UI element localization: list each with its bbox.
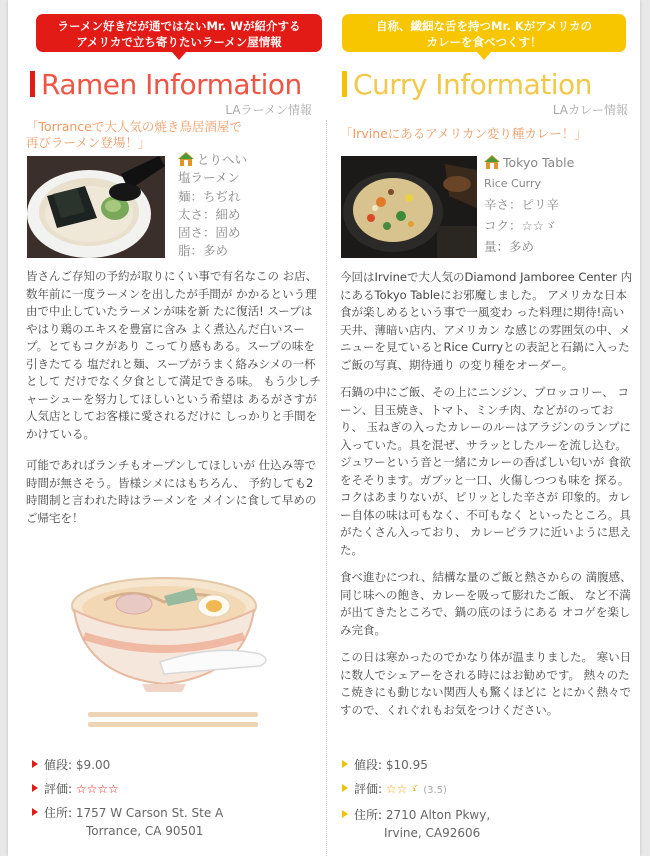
banner-pointer xyxy=(477,52,491,60)
ramen-info xyxy=(32,756,223,846)
ramen-paragraph-1: 皆さんご存知の予約が取りにくい事で有名なこの お店、数年前に一度ラーメンを出したが手間が かかるという理由で中止していたラーメンが味を新 たに復活! スープはやはり鶏のエキスを豊富に含み よく煮込んだ白いスープ。とてもコクがあり こってり感もある。スープの味を引きたてる 塩だれと麺、スープがうまく絡みシメの一杯として だけでなく夕食として満足できる味。 もう少しチャーシューを努力してほしいという希望は あるがさすが人気店としてお客様に愛されるだけに しっかりと手間をかけている。 xyxy=(26,269,321,441)
curry-subtitle: LAカレー情報 xyxy=(552,103,628,117)
ramen-address-line-2: Torrance, CA 90501 xyxy=(86,824,204,838)
ramen-catch-line-2: 再びラーメン登場！」 xyxy=(26,135,151,150)
curry-shop-name: Tokyo Table xyxy=(503,155,575,170)
ramen-catchphrase xyxy=(26,119,256,151)
curry-paragraph-4: この日は寒かったのでかなり体が温まりました。 寒い日に数人でシェアーをされる時にはお勧めです。 熱々のたこ焼きにも動じない関西人も驚くほどに とにかく熱々ですので、くれぐれもお気をつけください。 xyxy=(340,650,632,717)
curry-amount: 量：多め xyxy=(484,239,535,254)
curry-price-row xyxy=(342,756,490,774)
curry-banner-line-2: カレーを食べつくす！ xyxy=(426,35,542,49)
ramen-title-text: Ramen Information xyxy=(41,68,302,101)
curry-price: $10.95 xyxy=(385,758,428,772)
ramen-details xyxy=(178,151,247,261)
title-bar xyxy=(30,71,35,97)
price-label: 値段: xyxy=(354,758,383,772)
title-bar xyxy=(342,71,347,97)
curry-title-text: Curry Information xyxy=(353,68,592,101)
ramen-price: $9.00 xyxy=(75,758,111,772)
curry-banner xyxy=(342,14,626,52)
ramen-price-row xyxy=(32,756,223,774)
ramen-paragraph-2: 可能であればランチもオープンしてほしいが 仕込み等で時間が無さそう。皆様シメにはもちろん、 予約しても2時間制と言われた時はラーメンを メインに食して早めのご帰宅を！ xyxy=(26,458,317,525)
house-icon xyxy=(178,152,194,166)
rating-label: 評価: xyxy=(354,782,383,796)
curry-details xyxy=(484,152,574,257)
column-divider xyxy=(326,120,328,856)
ramen-shop-row xyxy=(178,151,247,169)
ramen-review-body xyxy=(26,268,322,537)
ramen-subtitle: LAラーメン情報 xyxy=(225,103,312,117)
ramen-thickness: 太さ：細め xyxy=(178,206,241,222)
curry-photo xyxy=(341,156,477,258)
curry-paragraph-1: 今回はIrvineで大人気のDiamond Jamboree Center 内にあるTokyo Tableにお邪魔しました。 アメリカな日本食が楽しめるという事で一風変わ った料理に期待!高い天井、薄暗い店内、アメリカン な感じの雰囲気の中、メニューを見ているとRice Curryとの表記と石鍋に入ったご飯の写真、期待通り の変り種をオーダー。 xyxy=(340,270,633,372)
curry-address-row xyxy=(342,806,490,842)
rating-label: 評価: xyxy=(44,782,73,796)
price-label: 値段: xyxy=(44,758,73,772)
arrow-icon xyxy=(342,810,348,818)
curry-banner-line-1: 自称、繊細な舌を持つMr. Kがアメリカの xyxy=(376,19,592,33)
curry-rating-row xyxy=(342,780,490,800)
arrow-icon xyxy=(342,784,348,792)
curry-address-line-1: 2710 Alton Pkwy, xyxy=(385,808,491,822)
ramen-banner-line-2: アメリカで立ち寄りたいラーメン屋情報 xyxy=(76,35,282,49)
curry-catchphrase xyxy=(340,126,600,142)
ramen-rating-row xyxy=(32,780,223,798)
curry-catch-line-1: 「Irvineにあるアメリカン変り種カレー！」 xyxy=(340,126,587,141)
article-page xyxy=(8,0,640,856)
arrow-icon xyxy=(32,760,38,768)
curry-rating-score: (3.5) xyxy=(423,785,447,796)
ramen-firmness: 固さ：固め xyxy=(178,225,241,241)
ramen-type: 塩ラーメン xyxy=(178,170,240,186)
curry-info xyxy=(342,756,490,848)
ramen-address-row xyxy=(32,804,223,840)
curry-paragraph-2: 石鍋の中にご飯、その上にニンジン、ブロッコリー、 コーン、目玉焼き、トマト、ミンチ肉、などがのっており、 玉ねぎの入ったカレーのルーはアラジンのランプに 入っていた。具を混ぜ、サラッとしたルーを流し込む。 ジュワーという音と一緒にカレーの香ばしい匂いが 食欲をそそります。ガブッと一口、火傷しつつも味を 探る。コクはあまりないが、ピリッとした辛さが 印象的。カレー自体の味は可もなく、不可もなく といったところ。具がたくさん入っており、 カレーピラフに近いように思えた。 xyxy=(340,385,632,557)
arrow-icon xyxy=(342,760,348,768)
arrow-icon xyxy=(32,784,38,792)
curry-review-body xyxy=(340,269,634,729)
ramen-noodle: 麺：ちぢれ xyxy=(178,188,241,204)
curry-paragraph-3: 食べ進むにつれ、結構な量のご飯と熱さからの 満腹感、同じ味への飽き、カレーを吸って膨れたご飯、 など不満が出てきたところで、鍋の底のほうにある オコゲを楽しみ完食。 xyxy=(340,570,632,637)
address-label: 住所: xyxy=(44,806,73,820)
ramen-banner-line-1: ラーメン好きだが通ではないMr. Wが紹介する xyxy=(57,19,301,33)
curry-photo-image xyxy=(341,156,477,258)
house-icon xyxy=(484,155,500,169)
banner-pointer xyxy=(172,52,186,60)
curry-richness: コク：☆☆ゞ xyxy=(484,218,557,233)
ramen-fat: 脂：多め xyxy=(178,243,229,259)
ramen-bowl-icon xyxy=(64,566,284,736)
ramen-photo xyxy=(27,156,165,258)
ramen-address-line-1: 1757 W Carson St. Ste A xyxy=(75,806,224,820)
ramen-catch-line-1: 「Torranceで大人気の焼き鳥居酒屋で xyxy=(26,119,242,134)
ramen-section-title xyxy=(30,68,302,101)
ramen-banner xyxy=(36,14,322,52)
ramen-rating-stars: ☆☆☆☆ xyxy=(75,782,119,796)
curry-section-title xyxy=(342,68,592,101)
curry-spiciness: 辛さ：ピリ辛 xyxy=(484,197,560,212)
address-label: 住所: xyxy=(354,808,383,822)
arrow-icon xyxy=(32,808,38,816)
curry-address-line-2: Irvine, CA92606 xyxy=(384,826,481,840)
curry-shop-row xyxy=(484,152,574,173)
ramen-bowl-illustration xyxy=(64,566,284,736)
ramen-photo-image xyxy=(27,156,165,258)
ramen-shop-name: とりへい xyxy=(197,152,248,167)
curry-rating-stars: ☆☆ゞ xyxy=(385,782,420,796)
curry-type: Rice Curry xyxy=(484,177,542,190)
